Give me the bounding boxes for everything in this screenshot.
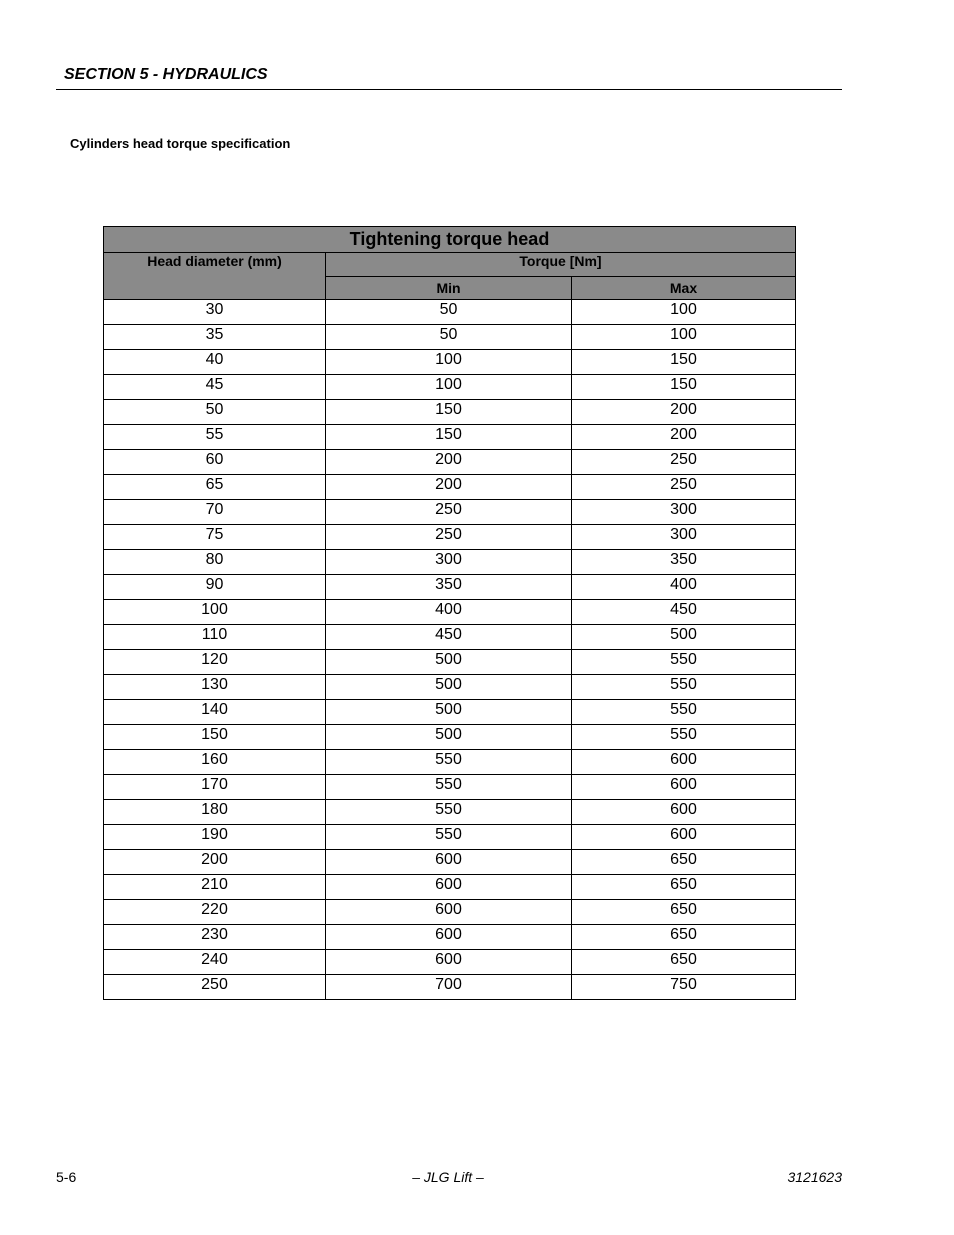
table-row [104,750,796,775]
min-torque-cell: 500 [326,675,572,700]
table-row [104,675,796,700]
diameter-cell: 120 [104,650,326,675]
section-header: SECTION 5 - HYDRAULICS [64,66,268,83]
min-torque-cell: 600 [326,925,572,950]
max-torque-cell: 300 [572,525,796,550]
max-torque-cell: 250 [572,475,796,500]
table-row [104,400,796,425]
max-torque-cell: 300 [572,500,796,525]
diameter-cell: 170 [104,775,326,800]
table-row [104,425,796,450]
header-divider [56,89,842,90]
diameter-cell: 150 [104,725,326,750]
max-torque-cell: 650 [572,950,796,975]
min-torque-cell: 250 [326,500,572,525]
max-torque-cell: 250 [572,450,796,475]
min-torque-cell: 700 [326,975,572,1000]
table-row [104,725,796,750]
max-torque-cell: 400 [572,575,796,600]
max-torque-cell: 550 [572,650,796,675]
diameter-cell: 240 [104,950,326,975]
max-torque-cell: 550 [572,675,796,700]
min-torque-cell: 500 [326,700,572,725]
min-torque-cell: 150 [326,425,572,450]
min-torque-cell: 600 [326,900,572,925]
table-row [104,625,796,650]
max-torque-cell: 100 [572,300,796,325]
max-torque-cell: 750 [572,975,796,1000]
table-row [104,800,796,825]
diameter-cell: 45 [104,375,326,400]
diameter-cell: 65 [104,475,326,500]
max-torque-cell: 600 [572,825,796,850]
max-torque-cell: 650 [572,850,796,875]
min-header: Min [326,277,572,300]
table-row [104,900,796,925]
table-row [104,875,796,900]
diameter-cell: 30 [104,300,326,325]
min-torque-cell: 100 [326,350,572,375]
diameter-cell: 75 [104,525,326,550]
diameter-cell: 190 [104,825,326,850]
min-torque-cell: 600 [326,950,572,975]
table-row [104,600,796,625]
diameter-cell: 210 [104,875,326,900]
min-torque-cell: 50 [326,325,572,350]
head-diameter-header: Head diameter (mm) [104,253,326,300]
max-torque-cell: 350 [572,550,796,575]
max-torque-cell: 600 [572,800,796,825]
diameter-cell: 140 [104,700,326,725]
max-torque-cell: 650 [572,875,796,900]
min-torque-cell: 450 [326,625,572,650]
diameter-cell: 70 [104,500,326,525]
max-torque-cell: 550 [572,700,796,725]
diameter-cell: 40 [104,350,326,375]
min-torque-cell: 550 [326,750,572,775]
min-torque-cell: 50 [326,300,572,325]
max-torque-cell: 200 [572,425,796,450]
table-row [104,575,796,600]
table-row [104,500,796,525]
diameter-cell: 250 [104,975,326,1000]
min-torque-cell: 600 [326,875,572,900]
min-torque-cell: 350 [326,575,572,600]
table-row [104,825,796,850]
max-torque-cell: 150 [572,375,796,400]
diameter-cell: 180 [104,800,326,825]
min-torque-cell: 500 [326,650,572,675]
max-torque-cell: 550 [572,725,796,750]
table-row [104,975,796,1000]
table-row [104,450,796,475]
diameter-cell: 55 [104,425,326,450]
min-torque-cell: 250 [326,525,572,550]
table-row [104,325,796,350]
table-row [104,550,796,575]
table-row [104,525,796,550]
table-row [104,950,796,975]
table-row [104,925,796,950]
diameter-cell: 100 [104,600,326,625]
min-torque-cell: 600 [326,850,572,875]
torque-table [103,226,796,1000]
max-torque-cell: 500 [572,625,796,650]
min-torque-cell: 150 [326,400,572,425]
document-number: 3121623 [787,1169,842,1185]
diameter-cell: 35 [104,325,326,350]
min-torque-cell: 200 [326,475,572,500]
diameter-cell: 80 [104,550,326,575]
min-torque-cell: 200 [326,450,572,475]
table-row [104,700,796,725]
table-title: Tightening torque head [104,227,796,253]
table-row [104,350,796,375]
document-title: Cylinders head torque specification [70,136,291,151]
max-torque-cell: 600 [572,750,796,775]
min-torque-cell: 550 [326,825,572,850]
diameter-cell: 50 [104,400,326,425]
diameter-cell: 160 [104,750,326,775]
max-torque-cell: 100 [572,325,796,350]
max-torque-cell: 650 [572,900,796,925]
min-torque-cell: 300 [326,550,572,575]
table-row [104,375,796,400]
diameter-cell: 230 [104,925,326,950]
diameter-cell: 60 [104,450,326,475]
table-row [104,475,796,500]
table-row [104,775,796,800]
table-row [104,650,796,675]
diameter-cell: 220 [104,900,326,925]
max-torque-cell: 650 [572,925,796,950]
diameter-cell: 90 [104,575,326,600]
max-torque-cell: 150 [572,350,796,375]
diameter-cell: 130 [104,675,326,700]
table-row [104,300,796,325]
page-number: 5-6 [56,1169,77,1185]
max-header: Max [572,277,796,300]
max-torque-cell: 200 [572,400,796,425]
diameter-cell: 110 [104,625,326,650]
min-torque-cell: 550 [326,800,572,825]
diameter-cell: 200 [104,850,326,875]
torque-header: Torque [Nm] [326,253,796,277]
table-row [104,850,796,875]
min-torque-cell: 100 [326,375,572,400]
min-torque-cell: 500 [326,725,572,750]
footer-brand: – JLG Lift – [412,1169,484,1185]
max-torque-cell: 450 [572,600,796,625]
max-torque-cell: 600 [572,775,796,800]
min-torque-cell: 400 [326,600,572,625]
torque-table-body [104,300,796,1000]
min-torque-cell: 550 [326,775,572,800]
